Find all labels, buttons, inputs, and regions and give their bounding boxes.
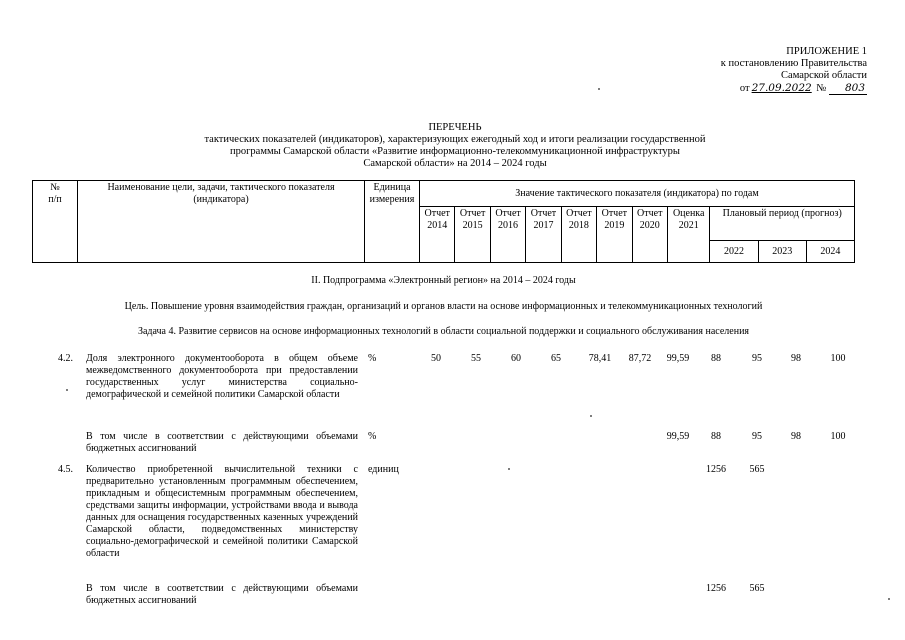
plan-period-header: Плановый период (прогноз)	[710, 207, 855, 241]
appendix-header	[721, 46, 867, 95]
col-values-header: Значение тактического показателя (индикатора) по годам	[420, 181, 855, 207]
row-4-2-sub-v2022: 95	[752, 431, 762, 442]
appendix-title: ПРИЛОЖЕНИЕ 1	[786, 46, 867, 57]
row-4-2-v2018: 78,41	[588, 353, 612, 364]
title-line1: ПЕРЕЧЕНЬ	[428, 122, 482, 133]
indicator-table-header	[32, 180, 855, 263]
goal-heading: Цель. Повышение уровня взаимодействия граждан, организаций и органов власти на основе информационных и телекоммуникационных технологий	[124, 301, 763, 312]
row-4-2-index: 4.2.	[58, 353, 73, 364]
year-header-2019: Отчет 2019	[597, 207, 632, 263]
subprogram-heading: II. Подпрограмма «Электронный регион» на 2014 – 2024 годы	[311, 275, 576, 286]
row-4-2-v2015: 55	[471, 353, 481, 364]
col-unit-header: Единица измерения	[365, 181, 420, 263]
year-header-2020: Отчет 2020	[632, 207, 667, 263]
year-header-2016: Отчет 2016	[490, 207, 525, 263]
row-4-2-v2019: 87,72	[628, 353, 652, 364]
year-header-2017: Отчет 2017	[526, 207, 561, 263]
plan-year-2023: 2023	[758, 241, 806, 263]
scan-speck	[66, 389, 68, 391]
handwritten-date: 27.09.2022	[751, 82, 812, 94]
year-header-2018: Отчет 2018	[561, 207, 596, 263]
row-4-2-sub-name: В том числе в соответствии с действующими объемами бюджетных ассигнований	[86, 431, 358, 454]
handwritten-number: 803	[829, 82, 867, 95]
appendix-line2: к постановлению Правительства	[720, 58, 867, 69]
row-4-2-v2020: 99,59	[666, 353, 690, 364]
title-line4: Самарской области» на 2014 – 2024 годы	[363, 158, 547, 169]
from-label: от	[739, 83, 750, 94]
row-4-5-sub-v2021: 1256	[706, 583, 726, 594]
row-4-2-v2014: 50	[431, 353, 441, 364]
row-4-5-index: 4.5.	[58, 464, 73, 475]
row-4-2-name: Доля электронного документооборота в общем объеме межведомственного документооборота при предоставлении государственных услуг министерства социально-демографической и семейной политики Самарской области	[86, 353, 358, 400]
year-header-2015: Отчет 2015	[455, 207, 490, 263]
scan-speck	[888, 598, 890, 600]
row-4-2-unit: %	[368, 353, 377, 364]
scan-speck	[508, 468, 510, 470]
row-4-2-sub-v2020: 99,59	[666, 431, 690, 442]
row-4-2-v2024: 100	[830, 353, 846, 364]
row-4-2-v2016: 60	[511, 353, 521, 364]
row-4-5-v2022: 565	[749, 464, 765, 475]
row-4-2-v2021: 88	[711, 353, 721, 364]
row-4-5-name: Количество приобретенной вычислительной техники с предварительно установленным программным обеспечением, прикладным и общесистемным программным обеспечением, средствами защиты информации, устройствами ввода и вывода данных для оснащения государственных казенных учреждений Самарской области, подведомственных министерству социально-демографической и семейной политики Самарской области	[86, 464, 358, 559]
plan-year-2024: 2024	[806, 241, 854, 263]
appendix-date-line	[721, 82, 867, 95]
row-4-5-sub-name: В том числе в соответствии с действующими объемами бюджетных ассигнований	[86, 583, 358, 606]
plan-year-2022: 2022	[710, 241, 758, 263]
number-label: №	[816, 83, 827, 94]
title-line3: программы Самарской области «Развитие информационно-телекоммуникационной инфраструктуры	[230, 146, 680, 157]
row-4-2-sub-v2024: 100	[830, 431, 846, 442]
year-header-2014: Отчет 2014	[420, 207, 455, 263]
row-4-5-sub-v2022: 565	[749, 583, 765, 594]
appendix-line3: Самарской области	[781, 70, 867, 81]
scan-speck	[590, 415, 592, 417]
col-name-header: Наименование цели, задачи, тактического показателя (индикатора)	[78, 181, 365, 263]
row-4-2-v2017: 65	[551, 353, 561, 364]
row-4-2-sub-unit: %	[368, 431, 377, 442]
row-4-2-v2022: 95	[752, 353, 762, 364]
task-heading: Задача 4. Развитие сервисов на основе информационных технологий в области социальной поддержки и социального обслуживания населения	[137, 326, 750, 337]
col-number-header: № п/п	[33, 181, 78, 263]
scan-speck	[598, 88, 600, 90]
year-header-2021: Оценка 2021	[667, 207, 710, 263]
row-4-2-sub-v2021: 88	[711, 431, 721, 442]
row-4-5-unit: единиц	[368, 464, 399, 475]
row-4-5-v2021: 1256	[706, 464, 726, 475]
row-4-2-v2023: 98	[791, 353, 801, 364]
document-title	[120, 122, 790, 170]
row-4-2-sub-v2023: 98	[791, 431, 801, 442]
title-line2: тактических показателей (индикаторов), характеризующих ежегодный ход и итоги реализации государственной	[204, 134, 706, 145]
